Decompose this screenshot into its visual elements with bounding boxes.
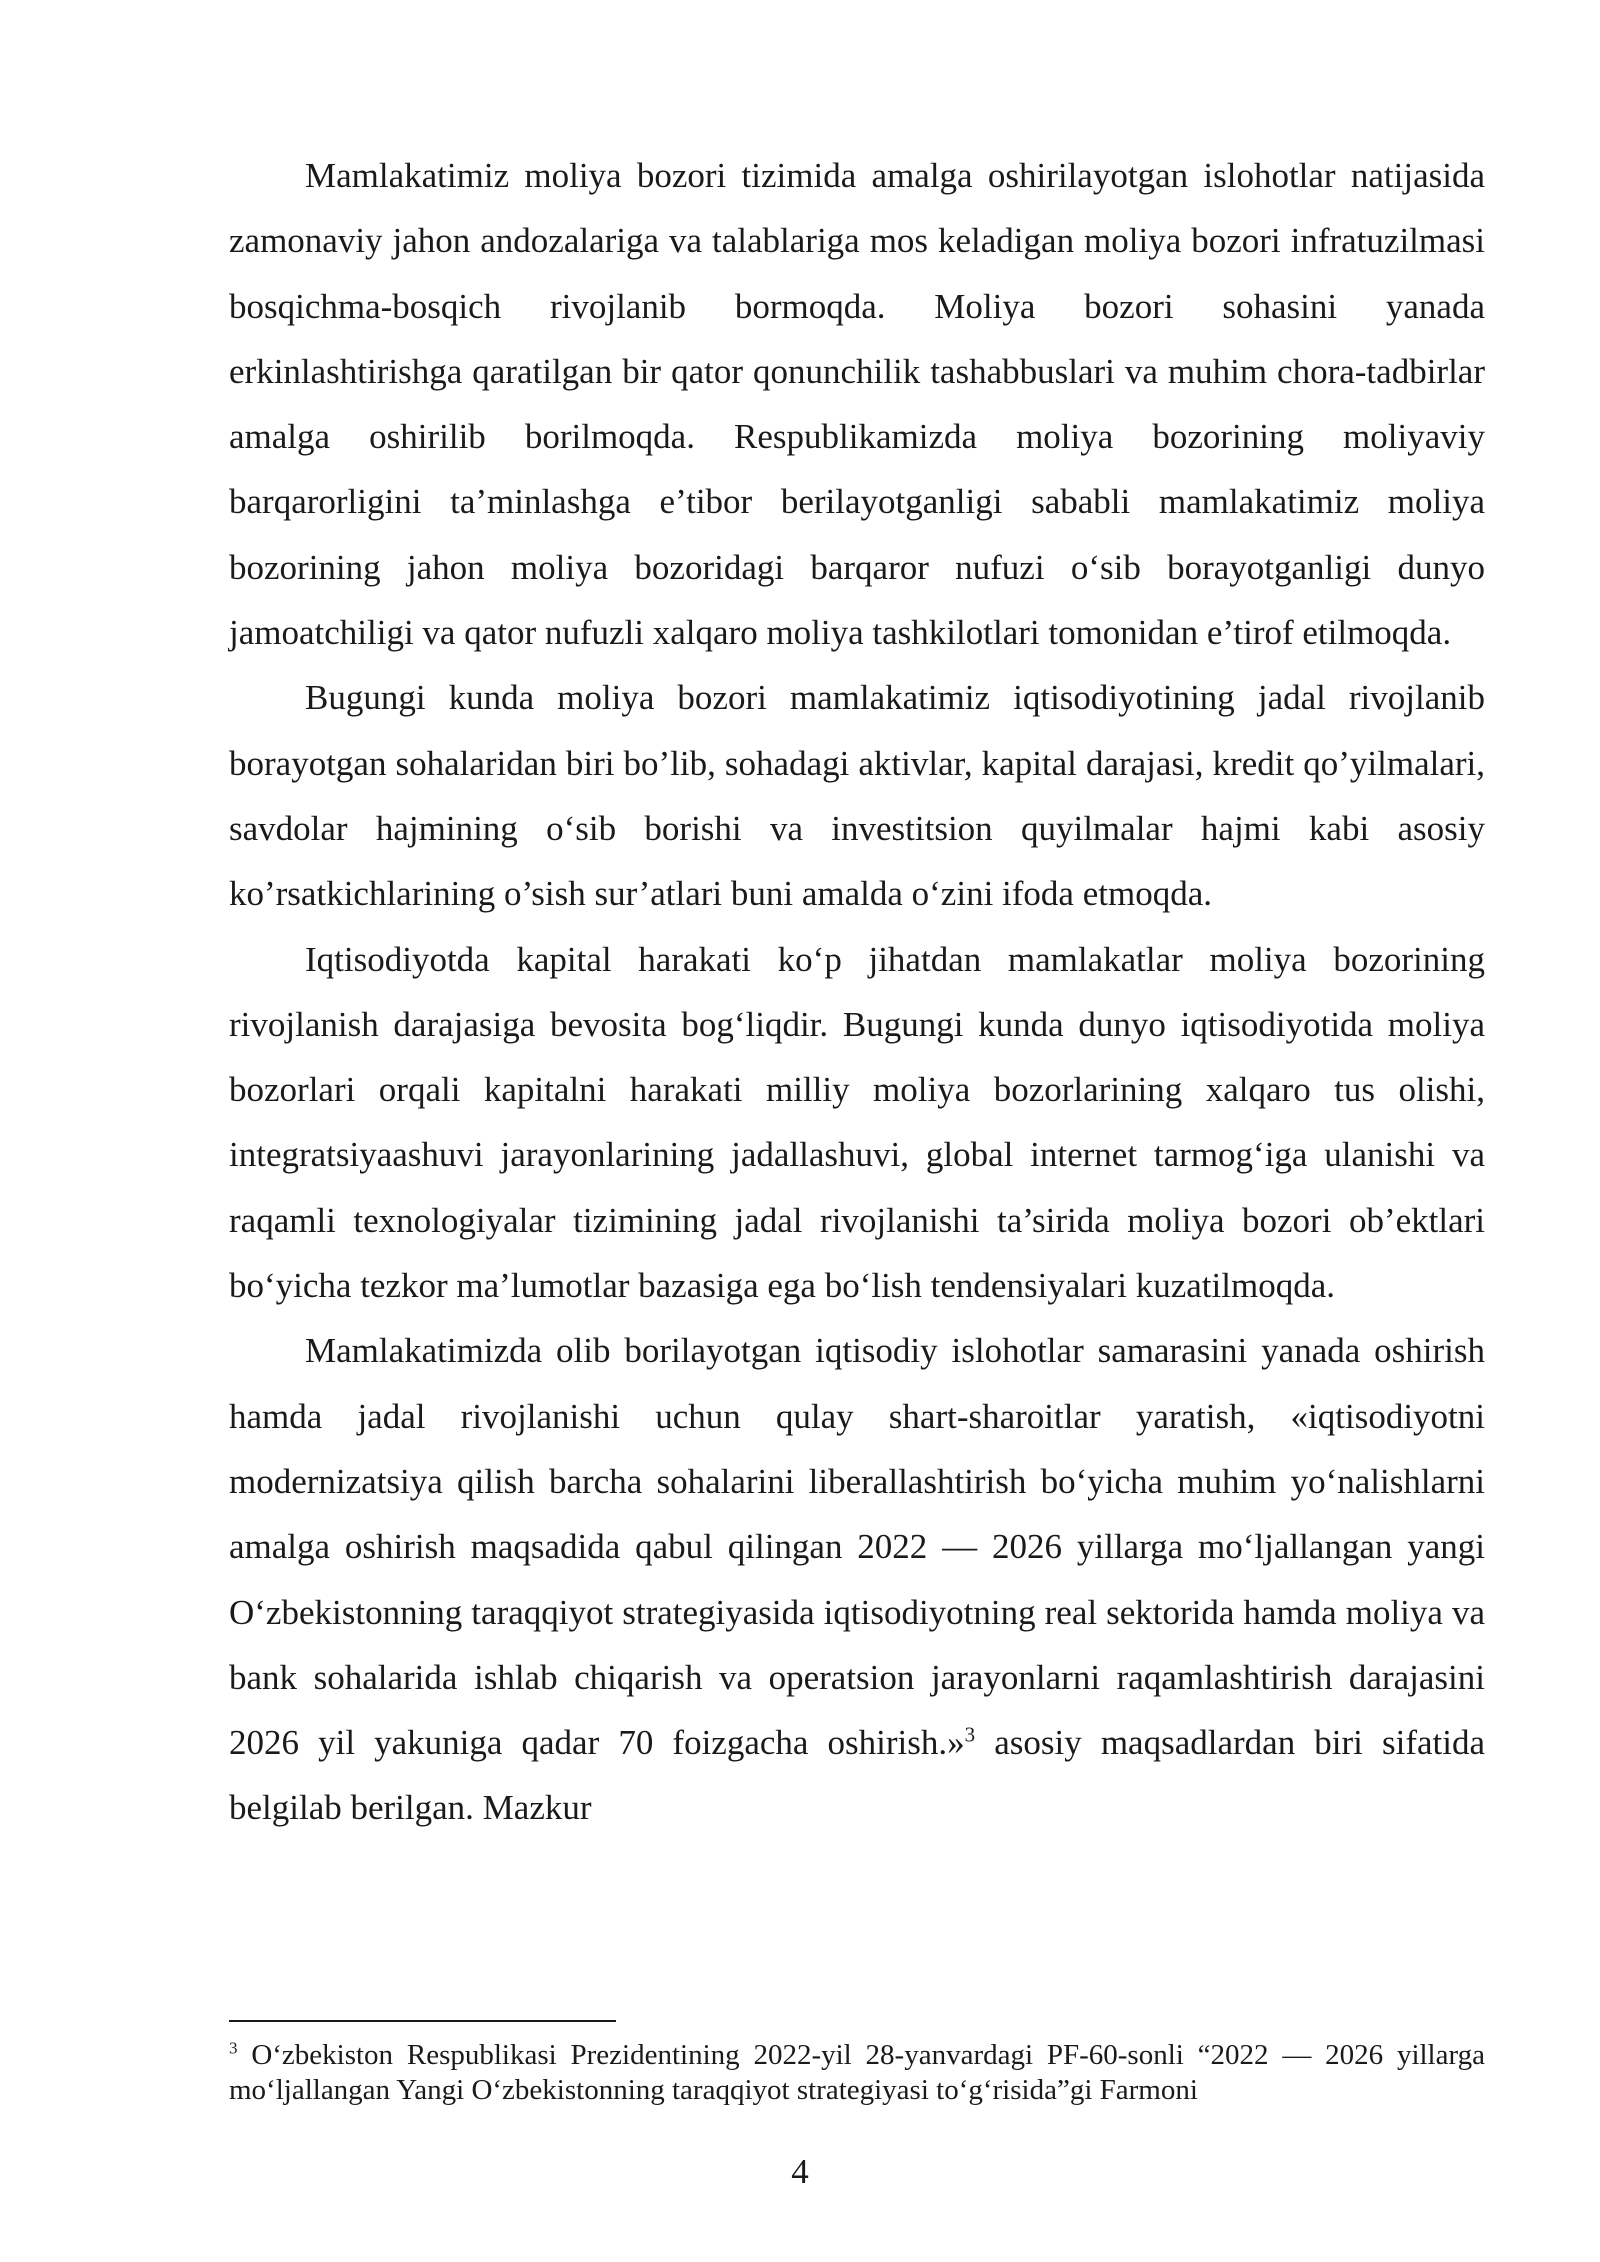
paragraph-text: Mamlakatimizda olib borilayotgan iqtisodiy islohotlar samarasini yanada oshirish hamda jadal rivojlanishi uchun qulay shart-sharoitlar yaratish, «iqtisodiyotni modernizatsiya qilish barcha sohalarini liberallashtirish bo‘yicha muhim yo‘nalishlarni amalga oshirish maqsadida qabul qilingan 2022 — 2026 yillarga mo‘ljallangan yangi O‘zbekistonning taraqqiyot strategiyasida iqtisodiyotning real sektorida hamda moliya va bank sohalarida ishlab chiqarish va operatsion jarayonlarni raqamlashtirish darajasini 2026 yil yakuniga qadar 70 foizgacha oshirish.» bbox=[229, 1331, 1485, 1763]
paragraph-with-footnote-ref bbox=[229, 1318, 1485, 1840]
paragraph: Mamlakatimiz moliya bozori tizimida amalga oshirilayotgan islohotlar natijasida zamonaviy jahon andozalariga va talablariga mos keladigan moliya bozori infratuzilmasi bosqichma-bosqich rivojlanib bormoqda. Moliya bozori sohasini yanada erkinlashtirishga qaratilgan bir qator qonunchilik tashabbuslari va muhim chora-tadbirlar amalga oshirilib borilmoqda. Respublikamizda moliya bozorining moliyaviy barqarorligini ta’minlashga e’tibor berilayotganligi sababli mamlakatimiz moliya bozorining jahon moliya bozoridagi barqaror nufuzi o‘sib borayotganligi dunyo jamoatchiligi va qator nufuzli xalqaro moliya tashkilotlari tomonidan e’tirof etilmoqda. bbox=[229, 156, 1485, 653]
footnote-mark: 3 bbox=[229, 2038, 238, 2058]
paragraph-text-continued: asosiy maqsadlardan biri sifatida belgilab berilgan. Mazkur bbox=[229, 1723, 1485, 1828]
footnote-reference[interactable]: 3 bbox=[964, 1722, 976, 1747]
body-text bbox=[229, 143, 1485, 1841]
footnote-separator bbox=[229, 2020, 616, 2022]
paragraph: Iqtisodiyotda kapital harakati ko‘p jihatdan mamlakatlar moliya bozorining rivojlanish darajasiga bevosita bog‘liqdir. Bugungi kunda dunyo iqtisodiyotida moliya bozorlari orqali kapitalni harakati milliy moliya bozorlarining xalqaro tus olishi, integratsiyaashuvi jarayonlarining jadallashuvi, global internet tarmog‘iga ulanishi va raqamli texnologiyalar tizimining jadal rivojlanishi ta’sirida moliya bozori ob’ektlari bo‘yicha tezkor ma’lumotlar bazasiga ega bo‘lish tendensiyalari kuzatilmoqda. bbox=[229, 939, 1485, 1306]
footnote-text: O‘zbekiston Respublikasi Prezidentining 2022-yil 28-yanvardagi PF-60-sonli “2022 — 2026 yillarga mo‘ljallangan Yangi O‘zbekistonning taraqqiyot strategiyasi to‘g‘risida”gi Farmoni bbox=[229, 2039, 1485, 2106]
page-number: 4 bbox=[791, 2152, 809, 2191]
footnote bbox=[229, 2038, 1485, 2108]
paragraph: Bugungi kunda moliya bozori mamlakatimiz iqtisodiyotining jadal rivojlanib borayotgan sohalaridan biri bo’lib, sohadagi aktivlar, kapital darajasi, kredit qo’yilmalari, savdolar hajmining o‘sib borishi va investitsion quyilmalar hajmi kabi asosiy ko’rsatkichlarining o’sish sur’atlari buni amalda o‘zini ifoda etmoqda. bbox=[229, 678, 1485, 914]
